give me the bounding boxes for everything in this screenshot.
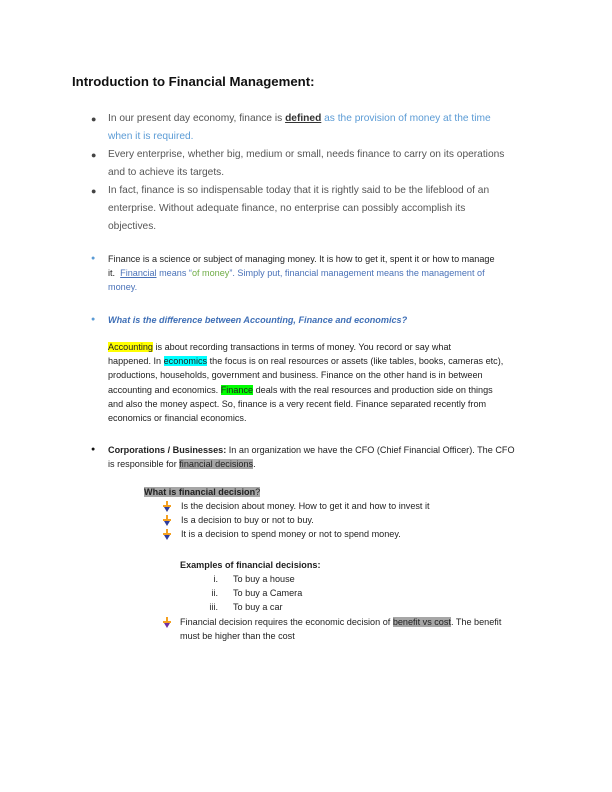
example-numeral: ii. [211,588,218,598]
bullet-icon: ● [91,150,97,160]
corporations-label: Corporations / Businesses: [108,445,227,455]
example-item-1: To buy a house [233,574,295,584]
arrow-down-bullet-icon [162,529,172,541]
bullet-icon: ● [91,446,96,453]
benefit-vs-cost-highlight: benefit vs cost [392,617,451,627]
bullet-icon: ● [91,114,97,124]
financial-decision-heading: What is financial decision? [144,487,261,497]
bullet-icon: ● [91,255,96,262]
decision-item-2: Is a decision to buy or not to buy. [181,515,314,525]
decision-item-3: It is a decision to spend money or not to spend money. [181,529,401,539]
defined-keyword: defined [285,113,322,124]
example-numeral: i. [213,574,218,584]
economics-highlight: economics [163,356,208,367]
financial-term: Financial [120,268,157,279]
accounting-highlight: Accounting [108,342,153,352]
decision-item-1: Is the decision about money. How to get it and how to invest it [181,501,430,511]
bullet-icon: ● [91,186,97,196]
decision-item-4: Financial decision requires the economic decision of benefit vs cost. The benefit must be higher than the cost [180,617,502,642]
intro-bullet-3: In fact, finance is so indispensable today that it is rightly said to be the lifeblood of an enterprise. Without adequate finance, no enterprise can possibly accomplish its objectives. [108,185,490,232]
example-numeral: iii. [209,602,218,612]
finance-definition-paragraph: Finance is a science or subject of managing money. It is how to get it, spent it or how to manage it. Financial means “of money”. Simply put, financial management means the management of money. [108,254,495,293]
difference-question: What is the difference between Accounting, Finance and economics? [108,315,408,325]
intro-bullet-2: Every enterprise, whether big, medium or small, needs finance to carry on its operations and to achieve its targets. [108,149,505,178]
arrow-down-bullet-icon [162,501,172,513]
arrow-down-bullet-icon [162,617,172,629]
difference-answer-paragraph: Accounting is about recording transactions in terms of money. You record or say what happened. In economics the focus is on real resources or assets (like tables, books, cameras etc), productions, households, government and business. Finance on the other hand is in between accounting and economics. Finance deals with the real resources and production side on things and also the money aspect. So, finance is a very recent field. Finance separated recently from economics or financial economics. [108,342,504,424]
intro-bullet-1: In our present day economy, finance is defined as the provision of money at the time when it is required. [108,113,491,142]
finance-highlight: Finance [220,384,254,395]
example-item-2: To buy a Camera [233,588,303,598]
financial-decisions-highlight: financial decisions [179,459,254,470]
bullet-icon: ● [91,316,96,323]
examples-heading: Examples of financial decisions: [180,560,321,570]
example-item-3: To buy a car [233,602,283,612]
arrow-down-bullet-icon [162,515,172,527]
page-title: Introduction to Financial Management: [72,74,315,89]
corporations-paragraph: Corporations / Businesses: In an organization we have the CFO (Chief Financial Officer). The CFO is responsible for financial decisions. [108,445,515,470]
